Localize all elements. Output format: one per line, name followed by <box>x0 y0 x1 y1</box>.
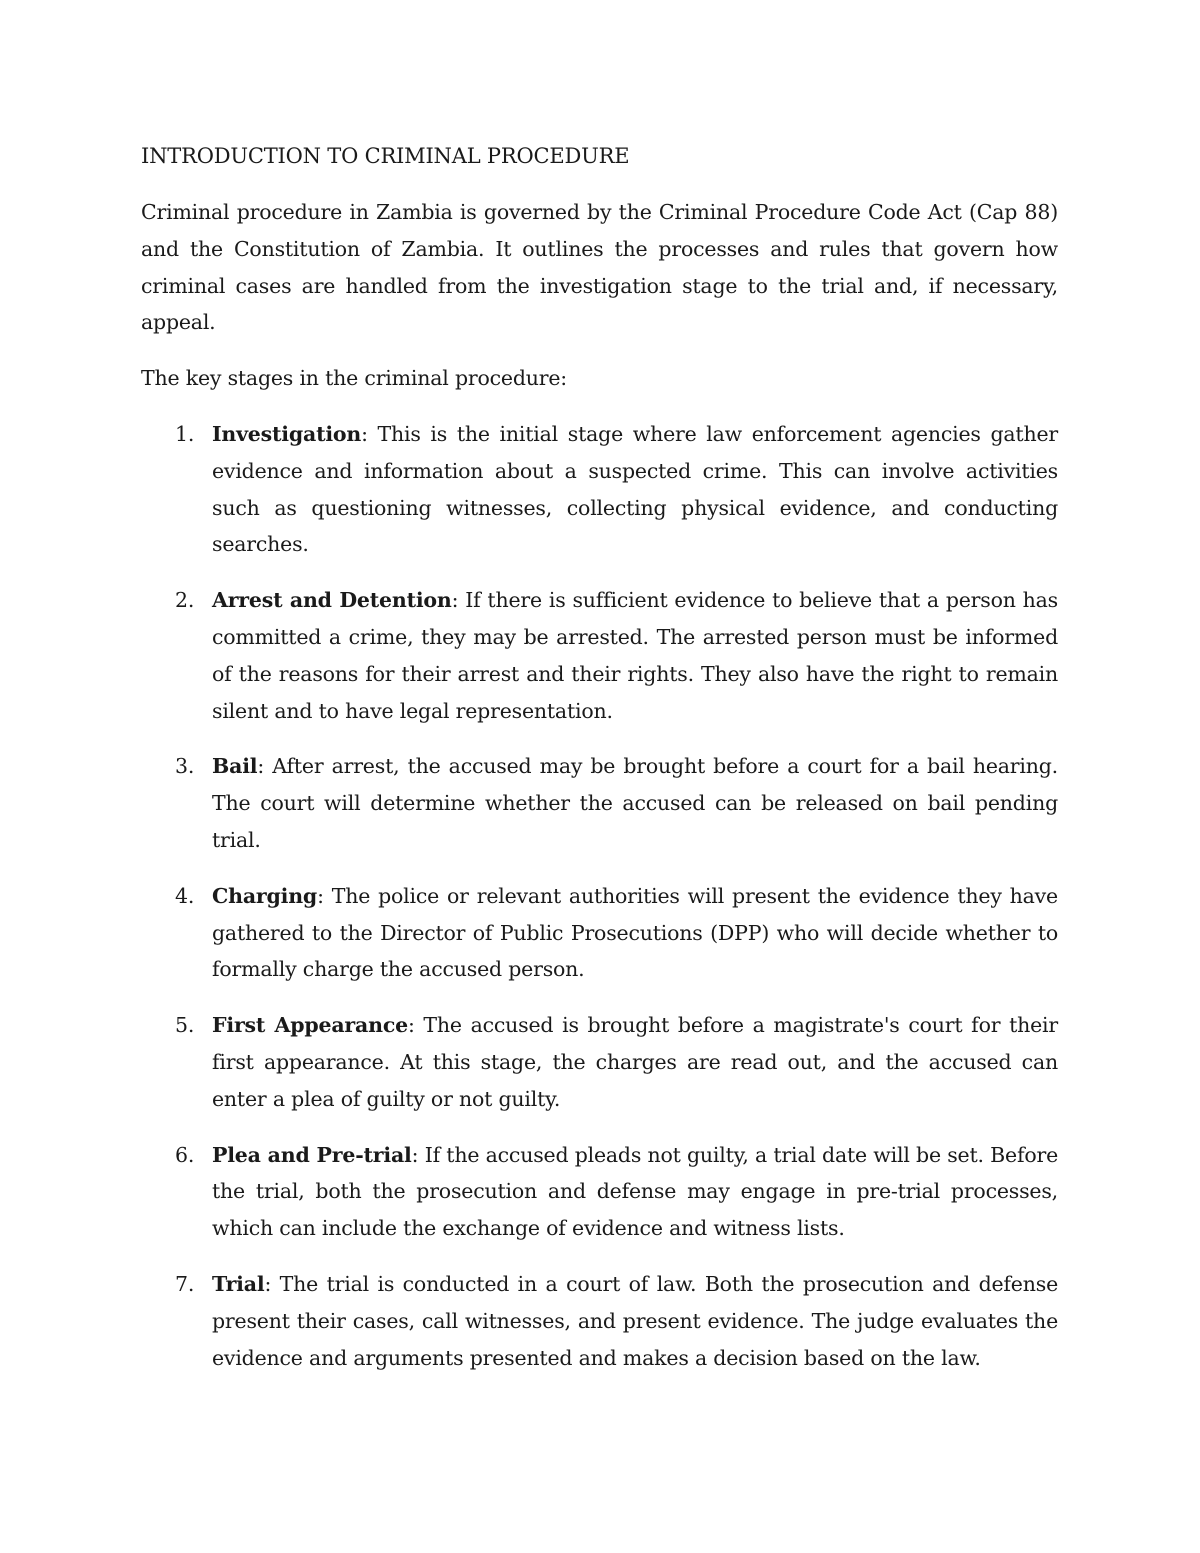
list-item-term: First Appearance <box>212 1013 408 1038</box>
list-item-number: 1. <box>175 421 195 446</box>
list-item-number: 2. <box>175 588 195 613</box>
list-item-text: : The accused is brought before a magistrate's court for their first appearance. At this stage, the charges are read out, and the accused can enter a plea of guilty or not guilty. <box>212 1013 1058 1111</box>
list-item-number: 4. <box>175 883 195 908</box>
list-item-arrest-and-detention <box>141 582 1058 729</box>
list-item-term: Investigation <box>212 421 362 446</box>
list-item-plea-and-pre-trial <box>141 1137 1058 1247</box>
list-item-bail <box>141 748 1058 858</box>
list-item-text: : This is the initial stage where law enforcement agencies gather evidence and information about a suspected crime. This can involve activities such as questioning witnesses, collecting physical evidence, and conducting searches. <box>212 421 1058 557</box>
list-item-term: Plea and Pre-trial <box>212 1142 412 1167</box>
list-item-number: 6. <box>175 1142 195 1167</box>
list-item-term: Charging <box>212 883 318 908</box>
list-item-charging <box>141 878 1058 988</box>
list-item-text: : After arrest, the accused may be brought before a court for a bail hearing. The court will determine whether the accused can be released on bail pending trial. <box>212 754 1058 852</box>
stages-heading: The key stages in the criminal procedure: <box>141 366 567 391</box>
list-item-text: : The police or relevant authorities will present the evidence they have gathered to the Director of Public Prosecutions (DPP) who will decide whether to formally charge the accused person. <box>212 883 1058 982</box>
list-item-number: 7. <box>175 1271 195 1296</box>
list-item-first-appearance <box>141 1007 1058 1117</box>
list-item-term: Arrest and Detention <box>212 588 452 613</box>
list-item-text: : If the accused pleads not guilty, a trial date will be set. Before the trial, both the prosecution and defense may engage in pre-trial processes, which can include the exchange of evidence and witness lists. <box>212 1142 1058 1241</box>
list-item-term: Trial <box>212 1271 265 1296</box>
stages-list <box>141 416 1058 1376</box>
list-item-investigation <box>141 416 1058 563</box>
document-title: INTRODUCTION TO CRIMINAL PROCEDURE <box>141 144 630 168</box>
list-item-term: Bail <box>212 754 258 779</box>
list-item-text: : The trial is conducted in a court of law. Both the prosecution and defense present their cases, call witnesses, and present evidence. The judge evaluates the evidence and arguments presented and makes a decision based on the law. <box>212 1271 1058 1370</box>
list-item-number: 3. <box>175 754 195 779</box>
list-item-trial <box>141 1266 1058 1376</box>
document-page <box>141 138 1058 1395</box>
intro-paragraph: Criminal procedure in Zambia is governed by the Criminal Procedure Code Act (Cap 88) and the Constitution of Zambia. It outlines the processes and rules that govern how criminal cases are handled from the investigation stage to the trial and, if necessary, appeal. <box>141 200 1058 335</box>
list-item-number: 5. <box>175 1013 195 1038</box>
list-item-text: : If there is sufficient evidence to believe that a person has committed a crime, they may be arrested. The arrested person must be informed of the reasons for their arrest and their rights. They also have the right to remain silent and to have legal representation. <box>212 588 1058 723</box>
